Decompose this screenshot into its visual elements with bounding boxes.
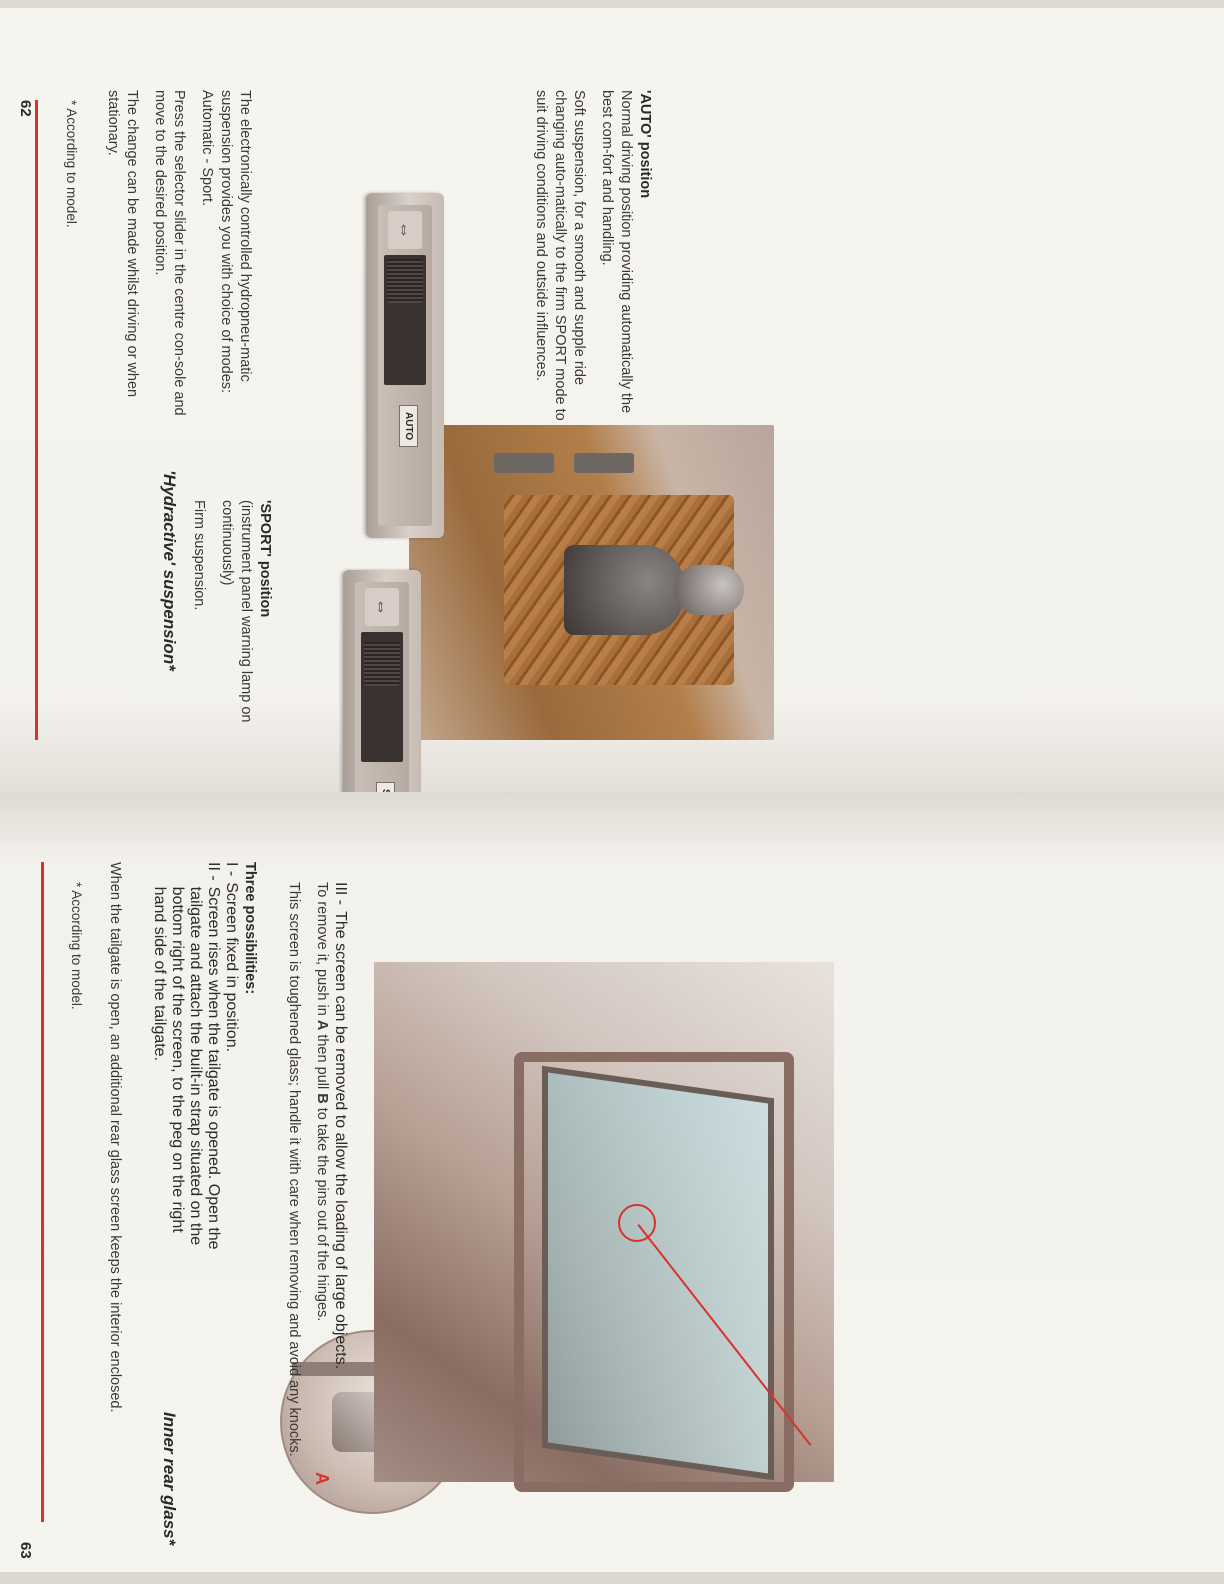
- footer-rule: [41, 862, 44, 1522]
- possibilities-section: [150, 862, 259, 1252]
- auto-section: [522, 90, 654, 430]
- intro-text: [94, 90, 254, 420]
- list-number: III -: [332, 882, 349, 906]
- sport-heading: 'SPORT' position: [257, 500, 273, 618]
- gear-boot: [564, 545, 684, 635]
- auto-selector-label: AUTO: [399, 405, 418, 447]
- removal-label-a: A: [314, 1019, 330, 1031]
- intro-text: [96, 862, 124, 1562]
- intro-paragraph-3: The change can be made whilst driving or when stationary.: [105, 90, 140, 398]
- page-number: 62: [17, 100, 34, 117]
- gear-console-illustration: [409, 425, 774, 740]
- glass-screen: [542, 1066, 774, 1481]
- label-a: A: [312, 1472, 332, 1485]
- removal-text: To remove it, push in: [314, 882, 330, 1016]
- hinge-highlight-circle: [618, 1204, 656, 1242]
- footnote: * According to model.: [64, 100, 79, 228]
- removal-text: to take the pins out of the hinges.: [314, 1107, 330, 1322]
- removal-instructions: [312, 882, 331, 1582]
- list-text: Screen rises when the tailgate is opened. Open the tailgate and attach the built-in strap situated on the bottom right of the screen, to the peg on the right hand side of the tailgate.: [151, 886, 222, 1250]
- removal-label-b: B: [314, 1093, 330, 1104]
- intro-paragraph: When the tailgate is open, an additional rear glass screen keeps the interior enclosed.: [107, 862, 123, 1413]
- list-item: [222, 862, 240, 1252]
- auto-text-1: Normal driving position providing automatically the best com-fort and handling.: [599, 90, 634, 414]
- auto-selector-illustration: [366, 193, 444, 538]
- auto-text-2: Soft suspension, for a smooth and supple ride changing auto-matically to the firm SPORT mode to suit driving conditions and outside influences.: [533, 90, 587, 421]
- removal-section: [275, 882, 349, 1582]
- double-arrow-icon: ⇔: [365, 588, 399, 626]
- list-item: [150, 862, 222, 1252]
- double-arrow-icon: ⇔: [388, 211, 422, 249]
- sport-text-1: (instrument panel warning lamp on continuously): [219, 500, 254, 723]
- rear-glass-illustration: [374, 962, 834, 1482]
- possibilities-heading: Three possibilities:: [242, 862, 258, 995]
- care-text: This screen is toughened glass; handle it with care when removing and avoid any knocks.: [286, 882, 302, 1457]
- page-title: Inner rear glass*: [160, 1412, 179, 1546]
- auto-heading: 'AUTO' position: [637, 90, 653, 199]
- page-title: 'Hydractive' suspension*: [160, 470, 179, 671]
- removal-text: then pull: [314, 1034, 330, 1090]
- footer-rule: [35, 100, 38, 740]
- console-switch: [574, 453, 634, 473]
- console-switch: [494, 453, 554, 473]
- page-number: 63: [17, 1542, 34, 1559]
- list-item: [331, 882, 349, 1582]
- intro-paragraph-1: The electronically controlled hydropneu-matic suspension provides you with choice of modes: Automatic - Sport.: [199, 90, 253, 394]
- sport-text-2: Firm suspension.: [191, 500, 207, 611]
- list-number: I -: [223, 862, 240, 877]
- list-text: The screen can be removed to allow the loading of large objects.: [332, 911, 349, 1370]
- list-text: Screen fixed in position.: [223, 882, 240, 1053]
- sport-section: [180, 500, 274, 760]
- footnote: * According to model.: [69, 882, 84, 1010]
- gear-knob: [674, 565, 744, 615]
- intro-paragraph-2: Press the selector slider in the centre con-sole and move to the desired position.: [152, 90, 187, 416]
- page-63: [0, 792, 1224, 1584]
- list-number: II -: [205, 862, 222, 881]
